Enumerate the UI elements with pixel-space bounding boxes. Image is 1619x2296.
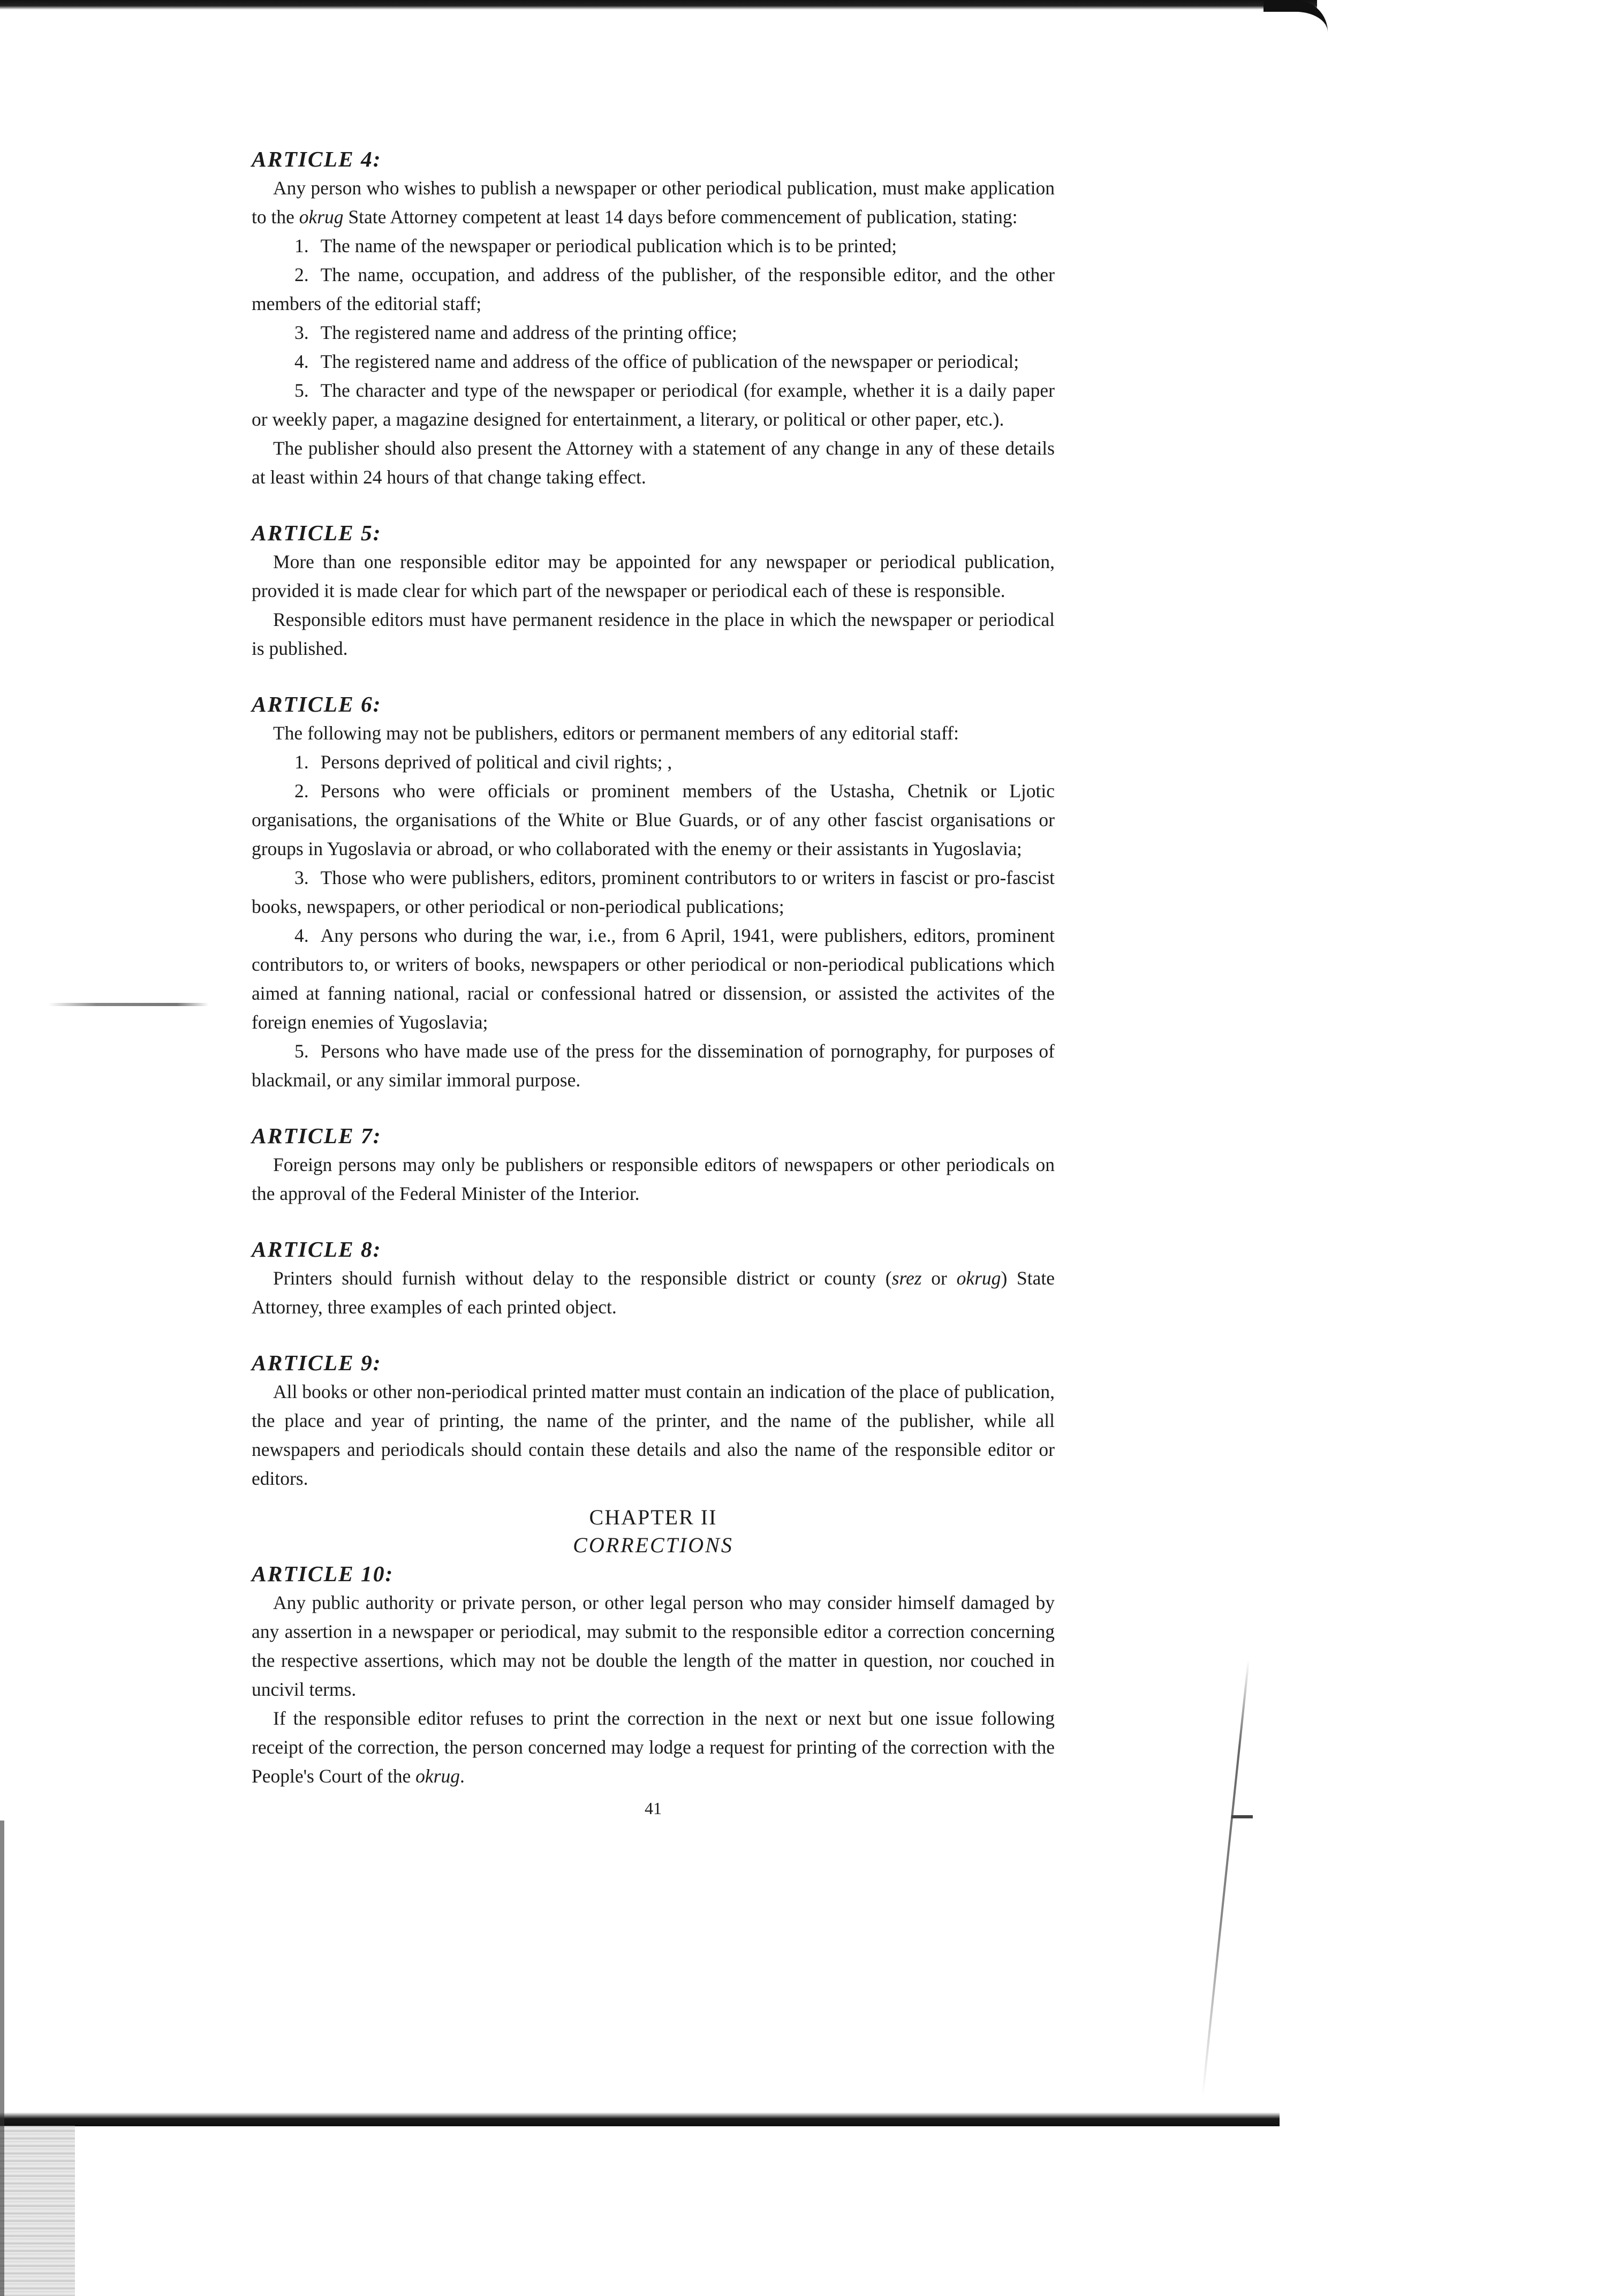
- scan-edge-right: [1201, 1660, 1250, 2097]
- article-paragraph: Any public authority or private person, or other legal person who may consider himself damaged by any assertion in a newspaper or periodical, may submit to the responsible editor a correction concerning the respective assertions, which may not be double the length of the matter in question, nor couched in uncivil terms.: [252, 1592, 1055, 1700]
- list-item: 1. The name of the newspaper or periodical publication which is to be printed;: [294, 235, 897, 256]
- page-number: 41: [645, 1799, 662, 1818]
- list-item: 5. Persons who have made use of the press for the dissemination of pornography, for purposes of blackmail, or any similar immoral purpose.: [252, 1040, 1055, 1091]
- list-item: 3. The registered name and address of the printing office;: [294, 322, 737, 343]
- article-paragraph: Responsible editors must have permanent residence in the place in which the newspaper or periodical is published.: [252, 609, 1055, 659]
- list-item: 2. The name, occupation, and address of the publisher, of the responsible editor, and the other members of the editorial staff;: [252, 264, 1055, 314]
- article-4: [252, 145, 1055, 492]
- article-9: [252, 1348, 1055, 1493]
- article-7: [252, 1121, 1055, 1208]
- list-item: 2. Persons who were officials or prominent members of the Ustasha, Chetnik or Ljotic organisations, the organisations of the White or Blue Guards, or of any other fascist organisations or groups in Yugoslavia or abroad, or who collaborated with the enemy or their assistants in Yugoslavia;: [252, 780, 1055, 859]
- article-8: [252, 1235, 1055, 1321]
- article-paragraph: Any person who wishes to publish a newspaper or other periodical publication, must make application to the okrug State Attorney competent at least 14 days before commencement of publication, stating:: [252, 177, 1055, 228]
- article-paragraph: More than one responsible editor may be appointed for any newspaper or periodical publication, provided it is made clear for which part of the newspaper or periodical each of these is responsible.: [252, 551, 1055, 601]
- chapter-title: CHAPTER II: [589, 1505, 717, 1529]
- article-5: [252, 518, 1055, 663]
- scan-edge-corner: [1264, 0, 1328, 49]
- list-item: 4. Any persons who during the war, i.e., from 6 April, 1941, were publishers, editors, prominent contributors to, or writers of books, newspapers or other periodical or non-periodical publications which aimed at fanning national, racial or confessional hatred or dissension, or assisted the activites of the foreign enemies of Yugoslavia;: [252, 925, 1055, 1033]
- chapter-heading: [252, 1504, 1055, 1559]
- list-item: 4. The registered name and address of the office of publication of the newspaper or periodical;: [294, 351, 1019, 372]
- list-item: 1. Persons deprived of political and civil rights; ,: [294, 751, 672, 773]
- article-6: [252, 690, 1055, 1094]
- article-paragraph: All books or other non-periodical printed matter must contain an indication of the place of publication, the place and year of printing, the name of the printer, and the name of the publisher, while all newspapers and periodicals should contain these details and also the name of the responsible editor or editors.: [252, 1381, 1055, 1489]
- article-heading: ARTICLE 5:: [252, 520, 382, 545]
- article-heading: ARTICLE 8:: [252, 1237, 382, 1262]
- article-paragraph: The publisher should also present the Attorney with a statement of any change in any of these details at least within 24 hours of that change taking effect.: [252, 437, 1055, 488]
- scan-edge-band: [0, 2126, 75, 2296]
- article-heading: ARTICLE 7:: [252, 1123, 382, 1148]
- list-item: 3. Those who were publishers, editors, prominent contributors to or writers in fascist or pro-fascist books, newspapers, or other periodical or non-periodical publications;: [252, 867, 1055, 917]
- list-item: 5. The character and type of the newspaper or periodical (for example, whether it is a daily paper or weekly paper, a magazine designed for entertainment, a literary, or political or other paper, etc.).: [252, 380, 1055, 430]
- article-heading: ARTICLE 9:: [252, 1350, 382, 1375]
- scan-edge-top: [0, 0, 1317, 10]
- article-paragraph: The following may not be publishers, editors or permanent members of any editorial staff:: [273, 722, 959, 744]
- article-paragraph: Printers should furnish without delay to the responsible district or county (srez or okrug) State Attorney, three examples of each printed object.: [252, 1267, 1055, 1318]
- article-paragraph: If the responsible editor refuses to print the correction in the next or next but one issue following receipt of the correction, the person concerned may lodge a request for printing of the correction with the People's Court of the okrug.: [252, 1708, 1055, 1787]
- scan-stray-mark: [48, 1003, 209, 1006]
- article-10: [252, 1559, 1055, 1791]
- article-heading: ARTICLE 4:: [252, 147, 382, 171]
- scan-mark-right: [1231, 1815, 1253, 1818]
- article-heading: ARTICLE 10:: [252, 1561, 394, 1586]
- chapter-subtitle: CORRECTIONS: [573, 1533, 733, 1557]
- scan-edge-bottom: [0, 2112, 1280, 2126]
- scan-edge-left: [0, 1821, 4, 2296]
- document-page: [252, 145, 1055, 1823]
- article-heading: ARTICLE 6:: [252, 692, 382, 716]
- article-paragraph: Foreign persons may only be publishers or responsible editors of newspapers or other periodicals on the approval of the Federal Minister of the Interior.: [252, 1154, 1055, 1204]
